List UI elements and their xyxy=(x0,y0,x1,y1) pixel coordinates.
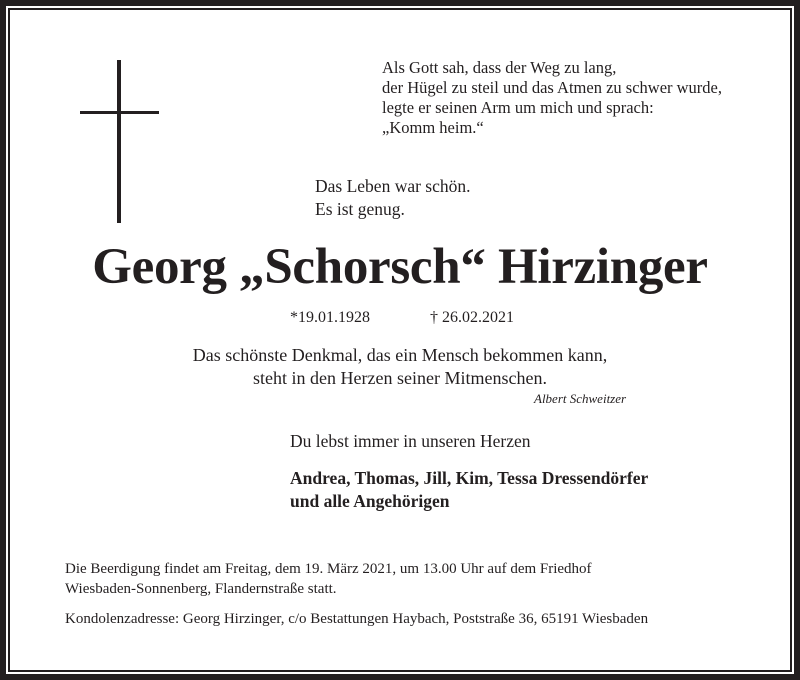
family-line: und alle Angehörigen xyxy=(290,491,450,511)
motto-line: Es ist genug. xyxy=(315,199,405,219)
birth-date: *19.01.1928 xyxy=(290,309,370,326)
cross-horizontal-bar xyxy=(80,111,159,114)
quote-line: Das schönste Denkmal, das ein Mensch bekommen kann, xyxy=(192,345,608,365)
poem-line: „Komm heim.“ xyxy=(382,118,484,137)
motto xyxy=(315,175,471,221)
funeral-line: Die Beerdigung findet am Freitag, dem 19. März 2021, um 13.00 Uhr auf dem Friedhof xyxy=(65,561,592,577)
family-signatures xyxy=(290,467,648,513)
memorial-quote xyxy=(0,344,800,390)
funeral-line: Wiesbaden-Sonnenberg, Flandernstraße statt. xyxy=(65,581,337,597)
poem-line: der Hügel zu steil und das Atmen zu schwer wurde, xyxy=(382,78,722,97)
motto-line: Das Leben war schön. xyxy=(315,176,471,196)
poem xyxy=(382,58,722,138)
funeral-notice xyxy=(65,559,592,599)
condolence-address: Kondolenzadresse: Georg Hirzinger, c/o Bestattungen Haybach, Poststraße 36, 65191 Wiesbaden xyxy=(65,611,649,627)
family-line: Andrea, Thomas, Jill, Kim, Tessa Dressendörfer xyxy=(290,468,649,488)
quote-author: Albert Schweitzer xyxy=(534,391,627,406)
deceased-name: Georg „Schorsch“ Hirzinger xyxy=(92,239,708,295)
poem-line: legte er seinen Arm um mich und sprach: xyxy=(382,98,654,117)
heart-line: Du lebst immer in unseren Herzen xyxy=(290,431,531,451)
quote-line: steht in den Herzen seiner Mitmenschen. xyxy=(253,368,547,388)
death-date: † 26.02.2021 xyxy=(430,309,514,326)
cross-vertical-bar xyxy=(117,60,121,223)
poem-line: Als Gott sah, dass der Weg zu lang, xyxy=(382,58,617,77)
